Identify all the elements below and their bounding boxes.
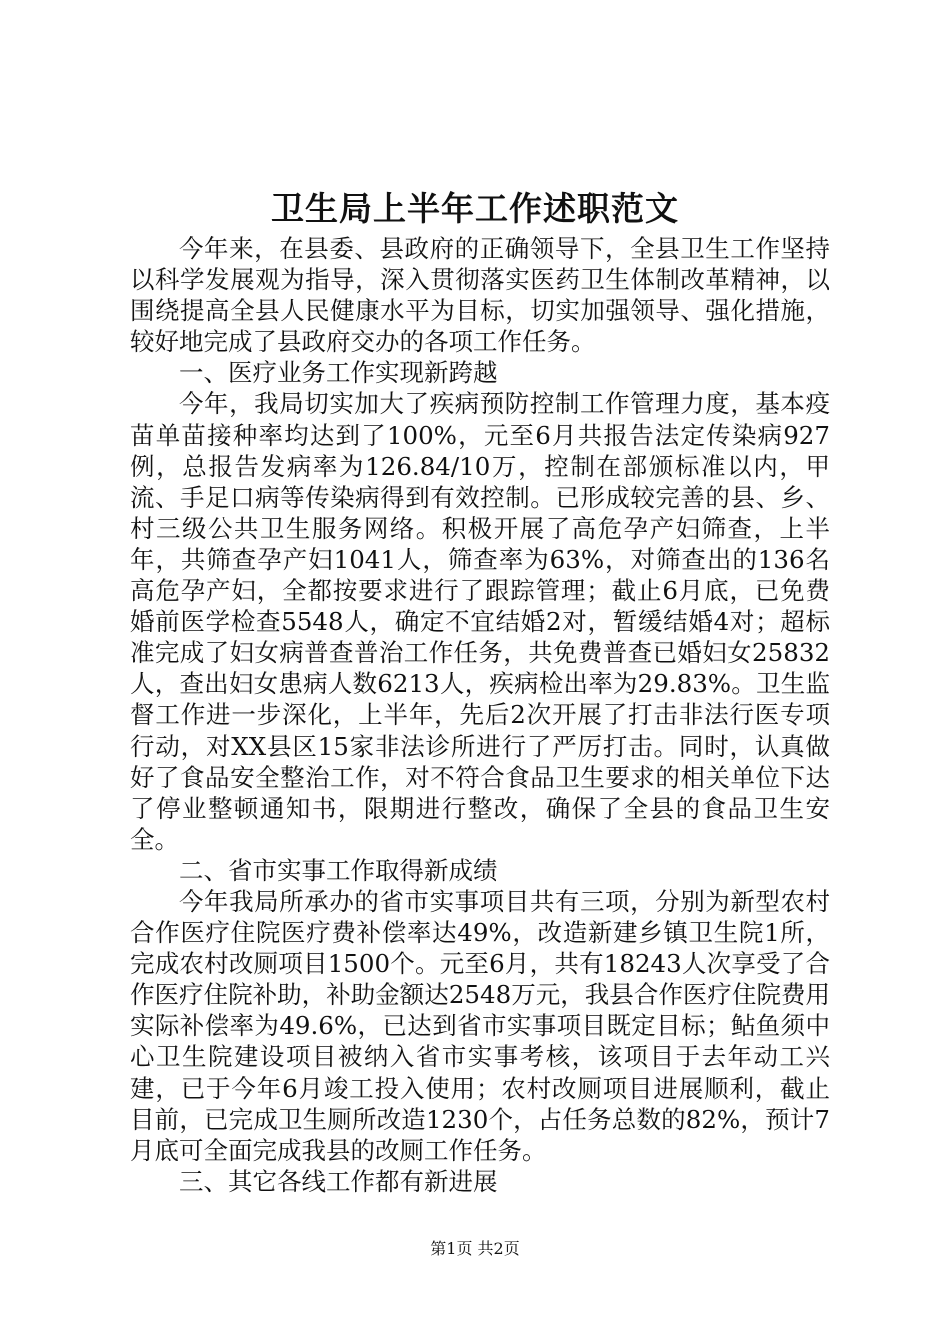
- document-body: [130, 233, 830, 1197]
- section-1-paragraph: 今年，我局切实加大了疾病预防控制工作管理力度，基本疫苗单苗接种率均达到了100%，元至6月共报告法定传染病927例，总报告发病率为126.84/10万，控制在部颁标准以内，甲流、手足口病等传染病得到有效控制。已形成较完善的县、乡、村三级公共卫生服务网络。积极开展了高危孕产妇筛查，上半年，共筛查孕产妇1041人，筛查率为63%，对筛查出的136名高危孕产妇，全都按要求进行了跟踪管理；截止6月底，已免费婚前医学检查5548人，确定不宜结婚2对，暂缓结婚4对；超标准完成了妇女病普查普治工作任务，共免费普查已婚妇女25832人，查出妇女患病人数6213人，疾病检出率为29.83%。卫生监督工作进一步深化，上半年，先后2次开展了打击非法行医专项行动，对XX县区15家非法诊所进行了严厉打击。同时，认真做好了食品安全整治工作，对不符合食品卫生要求的相关单位下达了停业整顿通知书，限期进行整改，确保了全县的食品卫生安全。: [130, 389, 830, 854]
- section-2-paragraph: 今年我局所承办的省市实事项目共有三项，分别为新型农村合作医疗住院医疗费补偿率达49%，改造新建乡镇卫生院1所，完成农村改厕项目1500个。元至6月，共有18243人次享受了合作医疗住院补助，补助金额达2548万元，我县合作医疗住院费用实际补偿率为49.6%，已达到省市实事项目既定目标；鲇鱼须中心卫生院建设项目被纳入省市实事考核，该项目于去年动工兴建，已于今年6月竣工投入使用；农村改厕项目进展顺利，截止目前，已完成卫生厕所改造1230个，占任务总数的82%，预计7月底可全面完成我县的改厕工作任务。: [130, 886, 830, 1165]
- section-heading-1: 一、医疗业务工作实现新跨越: [179, 358, 498, 388]
- section-heading-3: 三、其它各线工作都有新进展: [179, 1166, 498, 1196]
- section-heading-2: 二、省市实事工作取得新成绩: [179, 855, 498, 885]
- page-number-footer: 第1页 共2页: [430, 1239, 520, 1258]
- document-title: 卫生局上半年工作述职范文: [271, 189, 679, 228]
- intro-paragraph: 今年来，在县委、县政府的正确领导下，全县卫生工作坚持以科学发展观为指导，深入贯彻落实医药卫生体制改革精神，以围绕提高全县人民健康水平为目标，切实加强领导、强化措施，较好地完成了县政府交办的各项工作任务。: [130, 234, 830, 357]
